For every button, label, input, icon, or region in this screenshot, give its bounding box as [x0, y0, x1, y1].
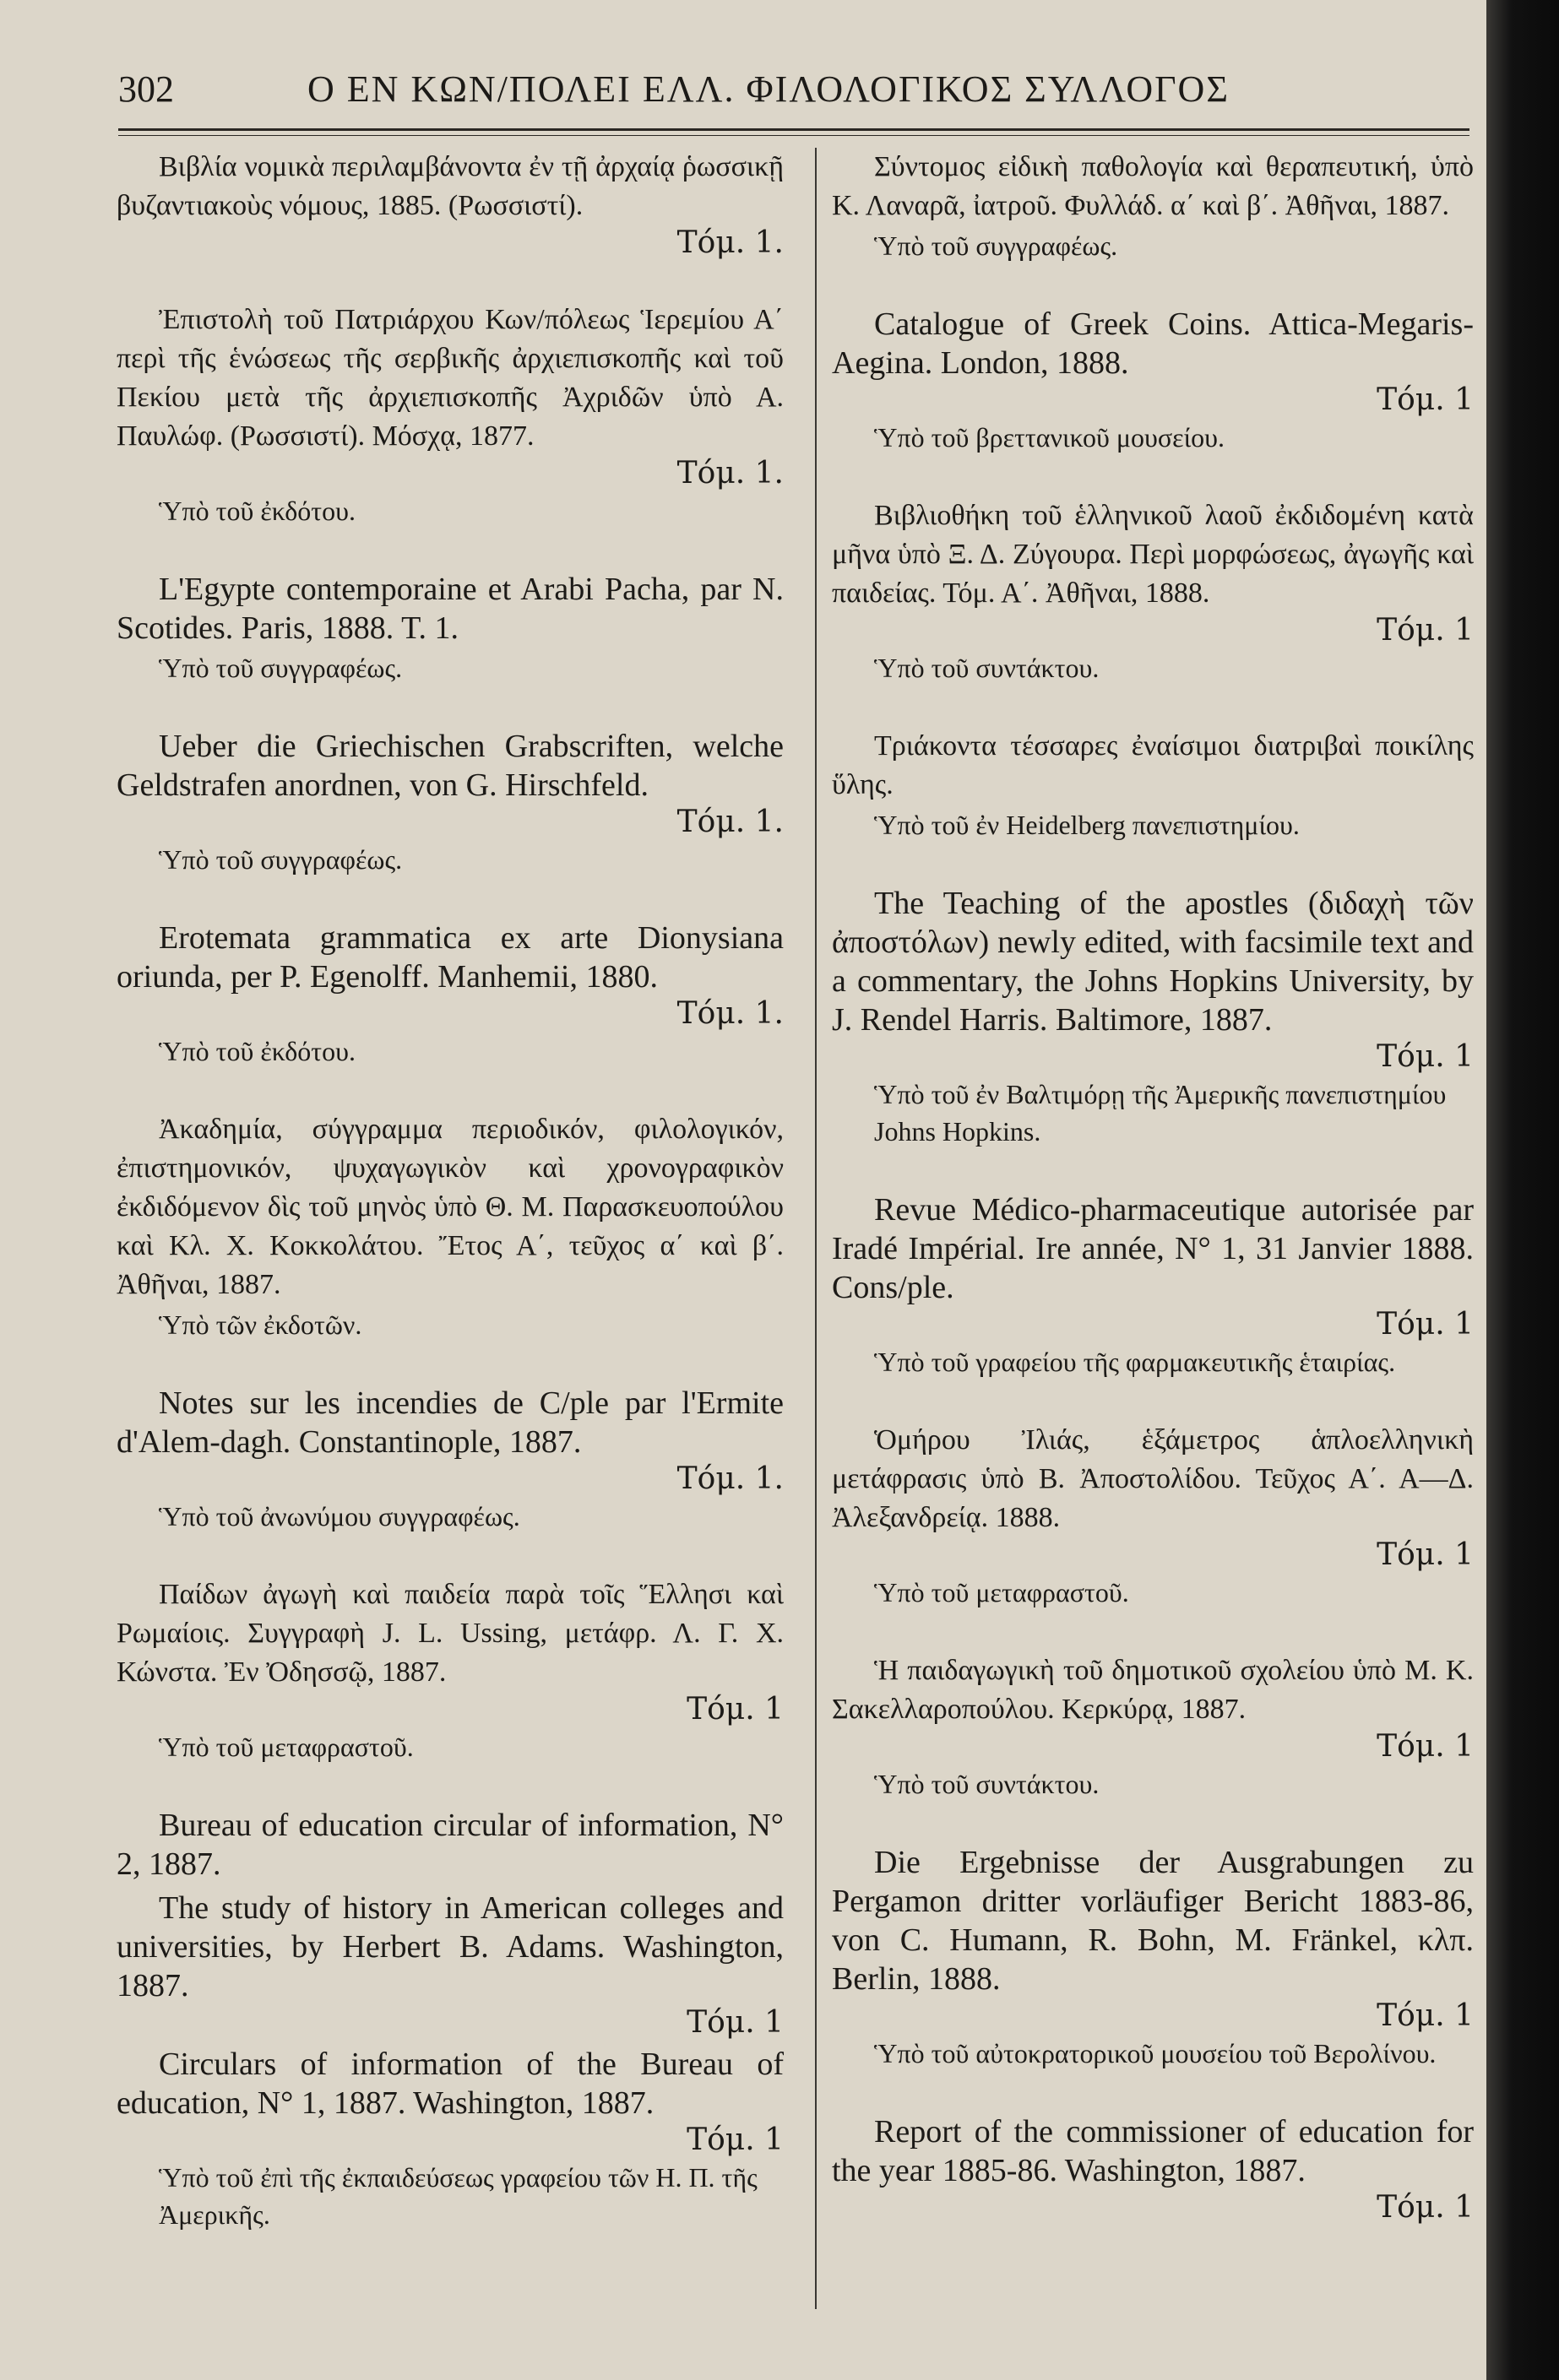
entry-title: Bureau of education circular of information, N° 2, 1887.	[117, 1808, 784, 1882]
entry-volume: Τόμ. 1	[687, 2122, 784, 2157]
entry-title: Σύντομος εἰδικὴ παθολογία καὶ θεραπευτική, ὑπὸ Κ. Λαναρᾶ, ἰατροῦ. Φυλλάδ. α΄ καὶ β΄. Ἀθῆναι, 1887.	[832, 151, 1474, 221]
entry-donor: Ὑπὸ τοῦ ἐν Heidelberg πανεπιστημίου.	[874, 810, 1300, 840]
entry-donor: Ὑπὸ τοῦ βρεττανικοῦ μουσείου.	[874, 422, 1225, 453]
catalog-entry	[117, 2045, 784, 2233]
entry-volume: Τόμ. 1.	[676, 225, 784, 260]
entry-volume: Τόμ. 1	[1377, 1537, 1474, 1572]
entry-donor: Ὑπὸ τοῦ συγγραφέως.	[874, 230, 1118, 261]
entry-title: Circulars of information of the Bureau of education, N° 1, 1887. Washington, 1887.	[117, 2047, 784, 2121]
catalog-entry	[832, 2112, 1474, 2225]
column-divider	[815, 148, 817, 2309]
catalog-entry	[117, 1806, 784, 1884]
header-rule	[118, 128, 1469, 131]
catalog-entry	[117, 301, 784, 529]
catalog-entry	[832, 1190, 1474, 1380]
entry-donor: Ὑπὸ τοῦ ἀνωνύμου συγγραφέως.	[159, 1501, 520, 1532]
catalog-entry	[117, 1889, 784, 2040]
catalog-entry	[117, 1384, 784, 1535]
catalog-entry	[832, 305, 1474, 456]
book-spine-shadow	[1486, 0, 1559, 2380]
entry-donor: Ὑπὸ τοῦ συγγραφέως.	[159, 844, 403, 875]
catalog-entry	[117, 727, 784, 878]
entry-title: Τριάκοντα τέσσαρες ἐναίσιμοι διατριβαὶ ποικίλης ὕλης.	[832, 730, 1474, 800]
catalog-entry	[832, 1843, 1474, 2072]
catalog-entry	[832, 1421, 1474, 1611]
entry-donor: Ὑπὸ τοῦ μεταφραστοῦ.	[159, 1732, 414, 1762]
entry-volume: Τόμ. 1	[1377, 1039, 1474, 1074]
entry-title: Βιβλία νομικὰ περιλαμβάνοντα ἐν τῇ ἀρχαίᾳ ῥωσσικῇ βυζαντιακοὺς νόμους, 1885. (Ρωσσιστί).	[117, 151, 784, 221]
entry-title: Ἐπιστολὴ τοῦ Πατριάρχου Κων/πόλεως Ἱερεμίου Α΄ περὶ τῆς ἑνώσεως τῆς σερβικῆς ἀρχιεπισκοπῆς καὶ τοῦ Πεκίου μετὰ τῆς ἀρχιεπισκοπῆς Ἀχριδῶν ὑπὸ Α. Παυλώφ. (Ρωσσιστί). Μόσχᾳ, 1877.	[117, 304, 784, 452]
catalog-entry	[832, 496, 1474, 686]
right-column	[832, 148, 1474, 2265]
entry-volume: Τόμ. 1	[1377, 1729, 1474, 1764]
entry-donor: Ὑπὸ τῶν ἐκδοτῶν.	[159, 1309, 362, 1340]
entry-volume: Τόμ. 1	[687, 1692, 784, 1727]
entry-title: Die Ergebnisse der Ausgrabungen zu Pergamon dritter vorläufiger Bericht 1883-86, von C. Humann, R. Bohn, M. Fränkel, κλπ. Berlin, 1888.	[832, 1845, 1474, 1997]
header-rule-thin	[118, 135, 1469, 136]
entry-title: Report of the commissioner of education for the year 1885-86. Washington, 1887.	[832, 2114, 1474, 2188]
entry-title: Erotemata grammatica ex arte Dionysiana oriunda, per P. Egenolff. Manhemii, 1880.	[117, 920, 784, 995]
catalog-entry	[117, 148, 784, 260]
catalog-entry	[117, 570, 784, 686]
entry-volume: Τόμ. 1	[1377, 1998, 1474, 2033]
entry-volume: Τόμ. 1.	[676, 805, 784, 839]
entry-donor: Ὑπὸ τοῦ ἐκδότου.	[159, 1036, 356, 1066]
entry-donor: Ὑπὸ τοῦ συγγραφέως.	[159, 653, 403, 683]
entry-title: Ueber die Griechischen Grabscriften, welche Geldstrafen anordnen, von G. Hirschfeld.	[117, 729, 784, 803]
entry-title: Ἡ παιδαγωγικὴ τοῦ δημοτικοῦ σχολείου ὑπὸ Μ. Κ. Σακελλαροπούλου. Κερκύρᾳ, 1887.	[832, 1655, 1474, 1725]
entry-donor: Ὑπὸ τοῦ ἐπὶ τῆς ἐκπαιδεύσεως γραφείου τῶν Η. Π. τῆς Ἀμερικῆς.	[159, 2162, 758, 2230]
page-number: 302	[118, 68, 174, 110]
entry-volume: Τόμ. 1.	[676, 456, 784, 491]
entry-donor: Ὑπὸ τοῦ συντάκτου.	[874, 1769, 1100, 1799]
entry-donor: Ὑπὸ τοῦ γραφείου τῆς φαρμακευτικῆς ἑταιρίας.	[874, 1347, 1396, 1377]
entry-title: Παίδων ἀγωγὴ καὶ παιδεία παρὰ τοῖς Ἕλλησι καὶ Ρωμαίοις. Συγγραφὴ J. L. Ussing, μετάφρ. Λ. Γ. Χ. Κώνστα. Ἐν Ὀδησσῷ, 1887.	[117, 1579, 784, 1688]
entry-volume: Τόμ. 1	[1377, 382, 1474, 417]
entry-title: Ὁμήρου Ἰλιάς, ἑξάμετρος ἁπλοελληνικὴ μετάφρασις ὑπὸ Β. Ἀποστολίδου. Τεῦχος Α΄. Α—Δ. Ἀλεξανδρείᾳ. 1888.	[832, 1424, 1474, 1533]
entry-title: Revue Médico-pharmaceutique autorisée par Iradé Impérial. Ire année, N° 1, 31 Janvier 1888. Cons/ple.	[832, 1192, 1474, 1305]
catalog-entry	[117, 919, 784, 1070]
entry-donor: Ὑπὸ τοῦ ἐκδότου.	[159, 496, 356, 526]
entry-title: The Teaching of the apostles (διδαχὴ τῶν ἀποστόλων) newly edited, with facsimile text and a commentary, the Johns Hopkins University, by J. Rendel Harris. Baltimore, 1887.	[832, 886, 1474, 1038]
entry-title: L'Egypte contemporaine et Arabi Pacha, par N. Scotides. Paris, 1888. T. 1.	[117, 572, 784, 646]
catalog-entry	[117, 1110, 784, 1343]
catalog-entry	[832, 148, 1474, 264]
entry-volume: Τόμ. 1.	[676, 1461, 784, 1496]
entry-title: Ἀκαδημία, σύγγραμμα περιοδικόν, φιλολογικόν, ἐπιστημονικόν, ψυχαγωγικὸν καὶ χρονογραφικὸν ἐκδιδόμενον δὶς τοῦ μηνὸς ὑπὸ Θ. Μ. Παρασκευοπούλου καὶ Κλ. Χ. Κοκκολάτου. Ἔτος Α΄, τεῦχος α΄ καὶ β΄. Ἀθῆναι, 1887.	[117, 1114, 784, 1300]
entry-title: Notes sur les incendies de C/ple par l'Ermite d'Alem-dagh. Constantinople, 1887.	[117, 1385, 784, 1460]
entry-title: The study of history in American colleges and universities, by Herbert B. Adams. Washington, 1887.	[117, 1890, 784, 2003]
catalog-entry	[832, 727, 1474, 843]
entry-volume: Τόμ. 1.	[676, 996, 784, 1031]
entry-donor: Ὑπὸ τοῦ ἐν Βαλτιμόρῃ τῆς Ἀμερικῆς πανεπιστημίου Johns Hopkins.	[874, 1079, 1447, 1147]
entry-volume: Τόμ. 1	[1377, 613, 1474, 648]
catalog-entry	[117, 1575, 784, 1765]
entry-volume: Τόμ. 1	[1377, 1307, 1474, 1342]
entry-donor: Ὑπὸ τοῦ αὐτοκρατορικοῦ μουσείου τοῦ Βερολίνου.	[874, 2038, 1437, 2068]
page-header	[118, 59, 1301, 118]
catalog-entry	[832, 884, 1474, 1150]
entry-title: Catalogue of Greek Coins. Attica-Megaris-Aegina. London, 1888.	[832, 306, 1474, 381]
entry-volume: Τόμ. 1	[1377, 2190, 1474, 2225]
entry-title: Βιβλιοθήκη τοῦ ἑλληνικοῦ λαοῦ ἐκδιδομένη κατὰ μῆνα ὑπὸ Ξ. Δ. Ζύγουρα. Περὶ μορφώσεως, ἀγωγῆς καὶ παιδείας. Τόμ. Α΄. Ἀθῆναι, 1888.	[832, 500, 1474, 609]
running-title: Ο ΕΝ ΚΩΝ/ΠΟΛΕΙ ΕΛΛ. ΦΙΛΟΛΟΓΙΚΟΣ ΣΥΛΛΟΓΟΣ	[307, 68, 1230, 110]
entry-donor: Ὑπὸ τοῦ συντάκτου.	[874, 653, 1100, 683]
entry-donor: Ὑπὸ τοῦ μεταφραστοῦ.	[874, 1577, 1129, 1607]
left-column	[117, 148, 784, 2274]
entry-volume: Τόμ. 1	[687, 2005, 784, 2040]
catalog-entry	[832, 1651, 1474, 1803]
